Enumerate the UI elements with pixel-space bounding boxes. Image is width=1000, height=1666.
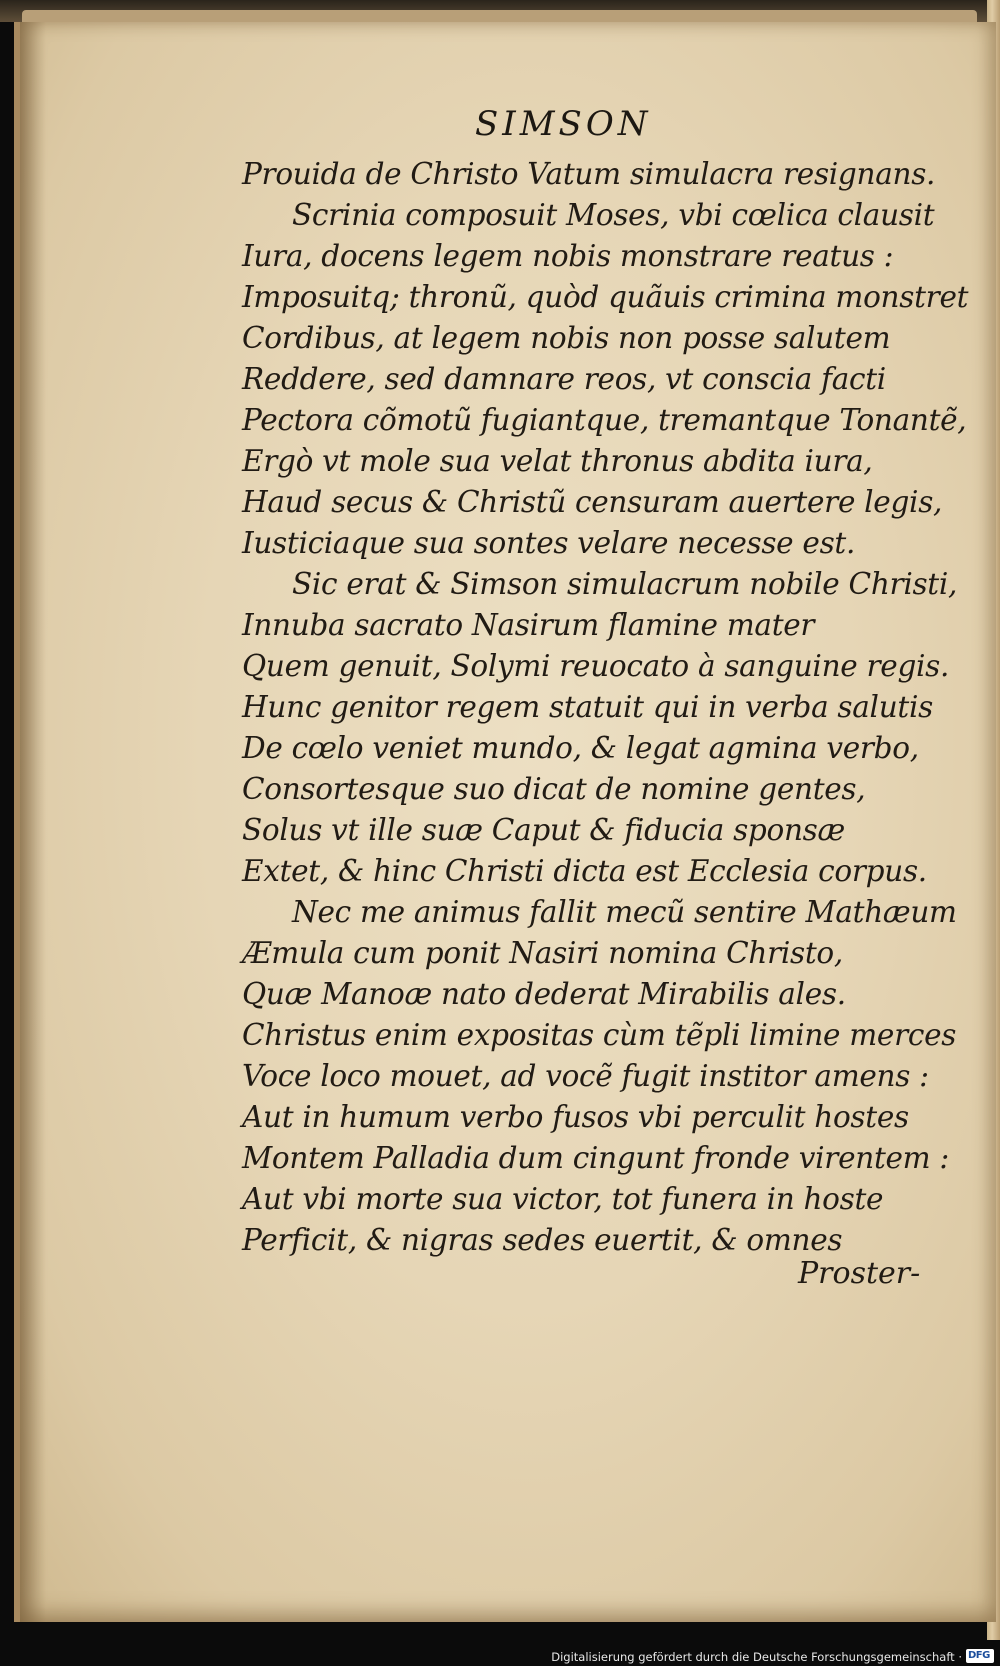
book-page	[14, 22, 996, 1622]
verse-line: Hunc genitor regem statuit qui in verba salutis	[242, 690, 933, 724]
verse-line: Consortesque suo dicat de nomine gentes,	[242, 772, 866, 806]
verse-line: Prouida de Christo Vatum simulacra resignans.	[242, 157, 936, 191]
verse-line: Pectora cõmotũ fugiantque, tremantque Tonantẽ,	[242, 403, 967, 437]
verse-line: Innuba sacrato Nasirum flamine mater	[242, 608, 815, 642]
verse-line: De cœlo veniet mundo, & legat agmina verbo,	[242, 731, 919, 765]
verse-line: Æmula cum ponit Nasiri nomina Christo,	[242, 936, 843, 970]
verse-line: Ergò vt mole sua velat thronus abdita iura,	[242, 444, 873, 478]
verse-line: Perficit, & nigras sedes euertit, & omnes	[242, 1223, 843, 1257]
verse-line: Voce loco mouet, ad vocẽ fugit institor amens :	[242, 1059, 929, 1093]
verse-line: Quæ Manoæ nato dederat Mirabilis ales.	[242, 977, 846, 1011]
verse-line: Iura, docens legem nobis monstrare reatus :	[242, 239, 894, 273]
verse-line: Reddere, sed damnare reos, vt conscia facti	[242, 362, 886, 396]
verse-line: Imposuitq; thronũ, quòd quãuis crimina monstret	[242, 280, 969, 314]
verse-line: Christus enim expositas cùm tẽpli limine merces	[242, 1018, 957, 1052]
verse-line: Aut vbi morte sua victor, tot funera in hoste	[242, 1182, 884, 1216]
dfg-logo-text: DFG	[968, 1650, 990, 1661]
dfg-logo	[966, 1649, 994, 1663]
verse-line: Nec me animus fallit mecũ sentire Mathæum	[292, 895, 957, 929]
verse-line: Haud secus & Christũ censuram auertere legis,	[242, 485, 943, 519]
verse-line: Scrinia composuit Moses, vbi cœlica clausit	[292, 198, 935, 232]
running-head: SIMSON	[475, 104, 652, 144]
catchword: Proster-	[798, 1256, 921, 1291]
verse-line: Cordibus, at legem nobis non posse salutem	[242, 321, 891, 355]
verse-line: Aut in humum verbo fusos vbi perculit hostes	[242, 1100, 909, 1134]
verse-line: Montem Palladia dum cingunt fronde virentem :	[242, 1141, 950, 1175]
funding-credit: Digitalisierung gefördert durch die Deutsche Forschungsgemeinschaft ·	[551, 1650, 962, 1664]
verse-line: Solus vt ille suæ Caput & fiducia sponsæ	[242, 813, 845, 847]
verse-line: Extet, & hinc Christi dicta est Ecclesia corpus.	[242, 854, 927, 888]
verse-line: Quem genuit, Solymi reuocato à sanguine regis.	[242, 649, 950, 683]
text-block	[20, 22, 996, 1622]
verse-line: Sic erat & Simson simulacrum nobile Christi,	[292, 567, 958, 601]
verse-line: Iusticiaque sua sontes velare necesse est.	[242, 526, 856, 560]
